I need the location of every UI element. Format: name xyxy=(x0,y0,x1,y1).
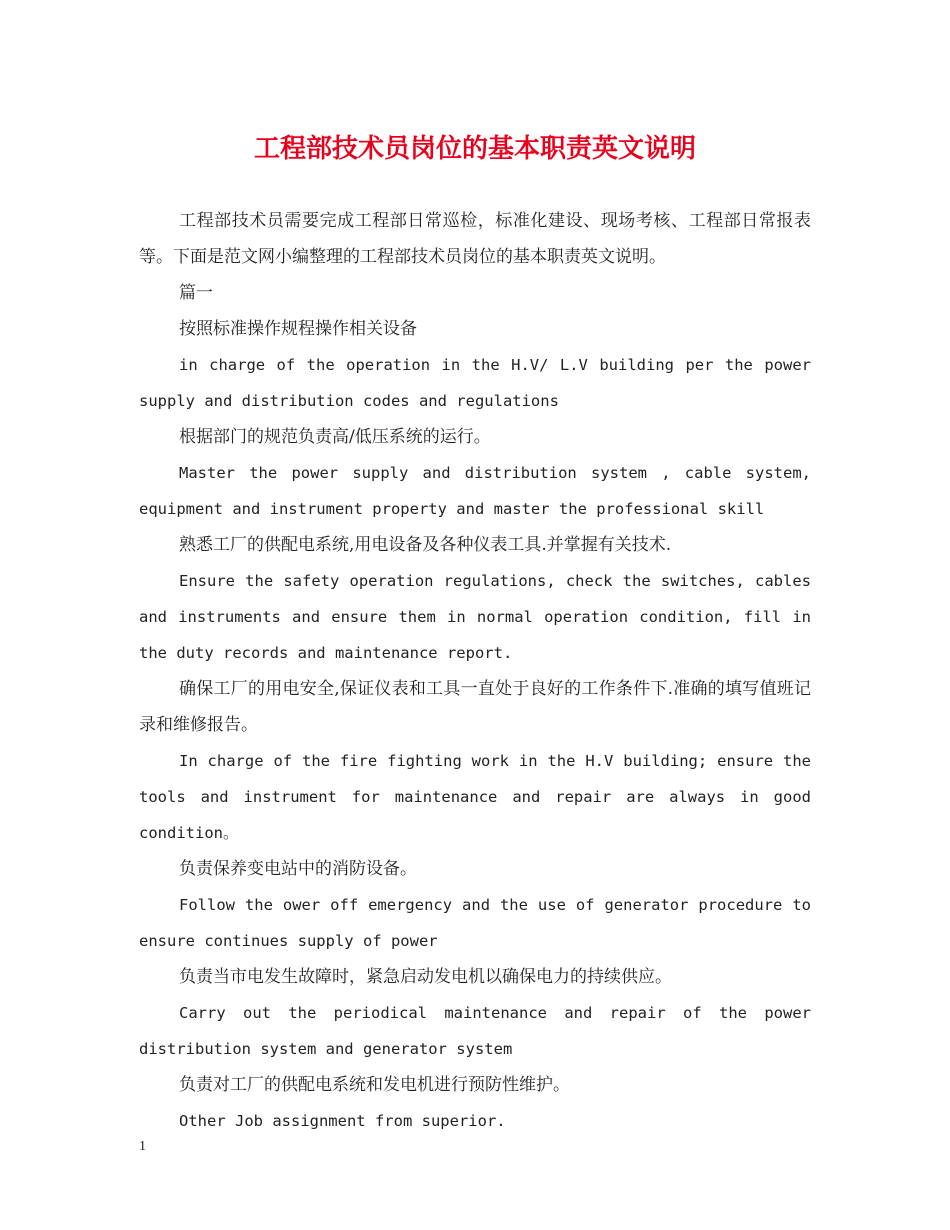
paragraph-duty-5-zh: 负责保养变电站中的消防设备。 xyxy=(179,859,417,879)
paragraph-duty-3-zh: 熟悉工厂的供配电系统,用电设备及各种仪表工具.并掌握有关技术. xyxy=(179,535,672,555)
document-title: 工程部技术员岗位的基本职责英文说明 xyxy=(253,134,696,164)
paragraph-duty-6-zh: 负责当市电发生故障时，紧急启动发电机以确保电力的持续供应。 xyxy=(179,967,672,987)
paragraph-duty-1-zh: 按照标准操作规程操作相关设备 xyxy=(179,319,417,339)
paragraph-duty-5-en: In charge of the fire fighting work in the H.V building; ensure the tools and instrument for maintenance and repair are always in good condition。 xyxy=(139,752,811,842)
paragraph-duty-4-zh: 确保工厂的用电安全,保证仪表和工具一直处于良好的工作条件下.准确的填写值班记录和维修报告。 xyxy=(139,679,811,735)
paragraph-duty-2-zh: 根据部门的规范负责高/低压系统的运行。 xyxy=(179,427,491,447)
paragraph-section-heading: 篇一 xyxy=(179,283,213,303)
page-number: 1 xyxy=(139,1139,146,1154)
paragraph-intro: 工程部技术员需要完成工程部日常巡检，标准化建设、现场考核、工程部日常报表等。下面是范文网小编整理的工程部技术员岗位的基本职责英文说明。 xyxy=(139,211,811,267)
paragraph-duty-8-en: Other Job assignment from superior. xyxy=(179,1112,506,1130)
paragraph-duty-7-zh: 负责对工厂的供配电系统和发电机进行预防性维护。 xyxy=(179,1075,570,1095)
document-body xyxy=(139,203,811,1139)
paragraph-duty-3-en: Master the power supply and distribution system , cable system, equipment and instrument property and master the professional skill xyxy=(139,464,811,518)
paragraph-duty-6-en: Follow the ower off emergency and the use of generator procedure to ensure continues supply of power xyxy=(139,896,811,950)
paragraph-duty-7-en: Carry out the periodical maintenance and repair of the power distribution system and generator system xyxy=(139,1004,811,1058)
paragraph-duty-2-en: in charge of the operation in the H.V/ L.V building per the power supply and distribution codes and regulations xyxy=(139,356,811,410)
paragraph-duty-4-en: Ensure the safety operation regulations, check the switches, cables and instruments and ensure them in normal operation condition, fill in the duty records and maintenance report. xyxy=(139,572,811,662)
